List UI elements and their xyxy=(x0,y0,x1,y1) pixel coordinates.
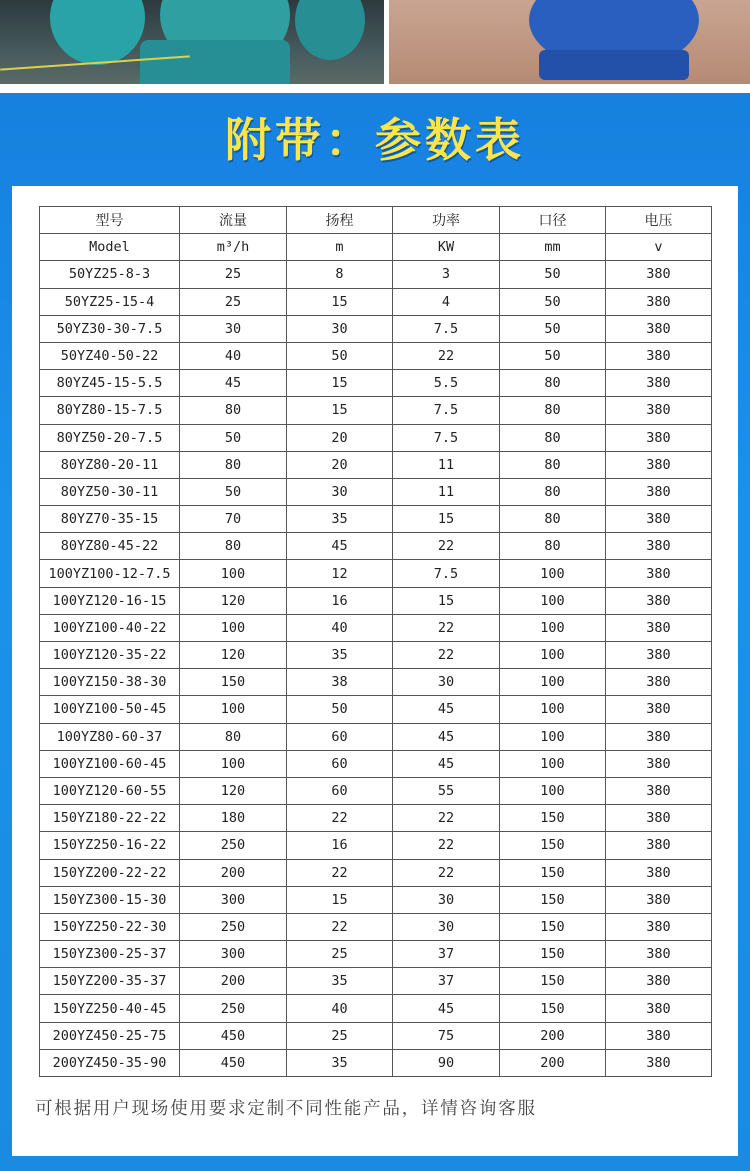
cell-voltage: 380 xyxy=(606,886,712,913)
cell-voltage: 380 xyxy=(606,560,712,587)
cell-caliber: 100 xyxy=(500,723,606,750)
table-row xyxy=(40,859,712,886)
cell-power: 22 xyxy=(393,859,500,886)
cell-voltage: 380 xyxy=(606,941,712,968)
cell-caliber: 150 xyxy=(500,913,606,940)
cell-model: 80YZ80-20-11 xyxy=(40,451,180,478)
cell-head: 60 xyxy=(287,723,393,750)
cell-model: 100YZ100-40-22 xyxy=(40,614,180,641)
cell-model: 100YZ80-60-37 xyxy=(40,723,180,750)
cell-head: 12 xyxy=(287,560,393,587)
cell-power: 45 xyxy=(393,723,500,750)
cell-voltage: 380 xyxy=(606,995,712,1022)
table-row xyxy=(40,587,712,614)
cell-voltage: 380 xyxy=(606,533,712,560)
cell-voltage: 380 xyxy=(606,669,712,696)
cell-power: 45 xyxy=(393,995,500,1022)
cell-flow: 100 xyxy=(180,614,287,641)
cell-model: 150YZ200-35-37 xyxy=(40,968,180,995)
product-photo-strip xyxy=(0,0,750,85)
cell-flow: 100 xyxy=(180,560,287,587)
cell-model: 80YZ70-35-15 xyxy=(40,506,180,533)
cell-head: 30 xyxy=(287,315,393,342)
cell-head: 45 xyxy=(287,533,393,560)
cell-power: 90 xyxy=(393,1049,500,1076)
cell-model: 150YZ300-25-37 xyxy=(40,941,180,968)
cell-head: 38 xyxy=(287,669,393,696)
cell-power: 30 xyxy=(393,669,500,696)
cell-voltage: 380 xyxy=(606,506,712,533)
cell-voltage: 380 xyxy=(606,342,712,369)
pump-photo-right xyxy=(389,0,750,84)
cell-head: 15 xyxy=(287,886,393,913)
table-row xyxy=(40,886,712,913)
cell-voltage: 电压 xyxy=(606,207,712,234)
cell-flow: 50 xyxy=(180,424,287,451)
table-row xyxy=(40,261,712,288)
cell-flow: 450 xyxy=(180,1022,287,1049)
cell-caliber: 150 xyxy=(500,886,606,913)
cell-caliber: 50 xyxy=(500,288,606,315)
table-row xyxy=(40,288,712,315)
table-row xyxy=(40,642,712,669)
cell-voltage: 380 xyxy=(606,723,712,750)
cell-model: 50YZ40-50-22 xyxy=(40,342,180,369)
cell-voltage: 380 xyxy=(606,315,712,342)
cell-caliber: 100 xyxy=(500,642,606,669)
cell-caliber: 50 xyxy=(500,261,606,288)
cell-flow: 100 xyxy=(180,750,287,777)
cell-caliber: 80 xyxy=(500,397,606,424)
cell-head: 20 xyxy=(287,424,393,451)
table-row xyxy=(40,370,712,397)
cell-flow: 25 xyxy=(180,261,287,288)
cell-caliber: 100 xyxy=(500,587,606,614)
cell-voltage: 380 xyxy=(606,397,712,424)
cell-model: 200YZ450-25-75 xyxy=(40,1022,180,1049)
cell-flow: 300 xyxy=(180,886,287,913)
cell-caliber: 100 xyxy=(500,750,606,777)
cell-power: 22 xyxy=(393,642,500,669)
cell-head: 15 xyxy=(287,370,393,397)
cell-head: 15 xyxy=(287,288,393,315)
cell-caliber: 口径 xyxy=(500,207,606,234)
cell-caliber: 100 xyxy=(500,614,606,641)
cell-caliber: 80 xyxy=(500,370,606,397)
cell-power: 3 xyxy=(393,261,500,288)
pump-shape xyxy=(50,0,145,65)
cell-flow: 流量 xyxy=(180,207,287,234)
cell-caliber: 50 xyxy=(500,315,606,342)
cell-flow: m³/h xyxy=(180,234,287,261)
cell-power: 30 xyxy=(393,886,500,913)
cell-voltage: 380 xyxy=(606,696,712,723)
table-row xyxy=(40,777,712,804)
parameter-table xyxy=(39,206,712,1077)
cell-head: 35 xyxy=(287,1049,393,1076)
cell-flow: 450 xyxy=(180,1049,287,1076)
cell-model: 80YZ80-45-22 xyxy=(40,533,180,560)
cell-model: 150YZ180-22-22 xyxy=(40,805,180,832)
pump-shape xyxy=(295,0,365,60)
cell-voltage: v xyxy=(606,234,712,261)
pump-photo-left xyxy=(0,0,384,84)
cell-flow: 120 xyxy=(180,642,287,669)
table-row xyxy=(40,1022,712,1049)
table-row xyxy=(40,941,712,968)
cell-head: 25 xyxy=(287,941,393,968)
cell-power: 22 xyxy=(393,832,500,859)
cell-head: m xyxy=(287,234,393,261)
cell-power: 5.5 xyxy=(393,370,500,397)
cell-model: 100YZ150-38-30 xyxy=(40,669,180,696)
cell-head: 15 xyxy=(287,397,393,424)
cell-voltage: 380 xyxy=(606,1022,712,1049)
cell-flow: 25 xyxy=(180,288,287,315)
cell-model: 100YZ120-60-55 xyxy=(40,777,180,804)
cell-flow: 180 xyxy=(180,805,287,832)
pump-flange-base xyxy=(539,50,689,80)
cell-power: 7.5 xyxy=(393,397,500,424)
cell-voltage: 380 xyxy=(606,451,712,478)
table-row xyxy=(40,424,712,451)
cell-caliber: 50 xyxy=(500,342,606,369)
cell-head: 35 xyxy=(287,642,393,669)
cell-head: 16 xyxy=(287,832,393,859)
cell-head: 40 xyxy=(287,995,393,1022)
cell-head: 22 xyxy=(287,859,393,886)
cell-head: 16 xyxy=(287,587,393,614)
cell-flow: 120 xyxy=(180,777,287,804)
cell-flow: 250 xyxy=(180,913,287,940)
cell-power: 30 xyxy=(393,913,500,940)
cell-voltage: 380 xyxy=(606,288,712,315)
cell-model: 100YZ120-16-15 xyxy=(40,587,180,614)
cell-model: 100YZ100-60-45 xyxy=(40,750,180,777)
cell-power: 45 xyxy=(393,750,500,777)
customization-note: 可根据用户现场使用要求定制不同性能产品，详情咨询客服 xyxy=(35,1099,537,1119)
cell-model: 150YZ250-22-30 xyxy=(40,913,180,940)
cell-caliber: 200 xyxy=(500,1049,606,1076)
cell-model: 型号 xyxy=(40,207,180,234)
cell-power: 15 xyxy=(393,587,500,614)
cell-voltage: 380 xyxy=(606,832,712,859)
cell-power: 22 xyxy=(393,805,500,832)
cell-power: 22 xyxy=(393,342,500,369)
cell-voltage: 380 xyxy=(606,587,712,614)
table-row xyxy=(40,805,712,832)
cell-caliber: 150 xyxy=(500,968,606,995)
cell-power: 功率 xyxy=(393,207,500,234)
cell-caliber: 150 xyxy=(500,995,606,1022)
section-title: 附带：参数表 xyxy=(225,113,525,167)
cell-caliber: 100 xyxy=(500,669,606,696)
cell-power: 22 xyxy=(393,614,500,641)
cell-head: 50 xyxy=(287,696,393,723)
divider-band xyxy=(0,85,750,93)
cell-voltage: 380 xyxy=(606,968,712,995)
cell-model: 80YZ50-20-7.5 xyxy=(40,424,180,451)
cell-model: 100YZ100-12-7.5 xyxy=(40,560,180,587)
cell-flow: 80 xyxy=(180,723,287,750)
cell-caliber: 80 xyxy=(500,478,606,505)
cell-caliber: 150 xyxy=(500,941,606,968)
cell-voltage: 380 xyxy=(606,642,712,669)
cell-voltage: 380 xyxy=(606,750,712,777)
table-row xyxy=(40,451,712,478)
cell-power: 4 xyxy=(393,288,500,315)
cell-model: 80YZ45-15-5.5 xyxy=(40,370,180,397)
cell-model: 50YZ30-30-7.5 xyxy=(40,315,180,342)
cell-caliber: 80 xyxy=(500,451,606,478)
cell-model: 50YZ25-15-4 xyxy=(40,288,180,315)
pump-base xyxy=(140,40,290,84)
cell-head: 20 xyxy=(287,451,393,478)
cell-caliber: 150 xyxy=(500,859,606,886)
cell-head: 35 xyxy=(287,506,393,533)
table-row xyxy=(40,397,712,424)
cell-flow: 250 xyxy=(180,832,287,859)
table-row xyxy=(40,506,712,533)
cell-caliber: 200 xyxy=(500,1022,606,1049)
cell-head: 60 xyxy=(287,750,393,777)
cell-head: 50 xyxy=(287,342,393,369)
cell-head: 25 xyxy=(287,1022,393,1049)
cell-caliber: mm xyxy=(500,234,606,261)
cell-flow: 100 xyxy=(180,696,287,723)
cell-caliber: 80 xyxy=(500,506,606,533)
cell-flow: 50 xyxy=(180,478,287,505)
table-row xyxy=(40,560,712,587)
table-row xyxy=(40,832,712,859)
cell-caliber: 80 xyxy=(500,533,606,560)
cell-voltage: 380 xyxy=(606,1049,712,1076)
table-row xyxy=(40,723,712,750)
cell-head: 扬程 xyxy=(287,207,393,234)
cell-head: 8 xyxy=(287,261,393,288)
cell-caliber: 100 xyxy=(500,777,606,804)
cell-power: 7.5 xyxy=(393,315,500,342)
cell-flow: 45 xyxy=(180,370,287,397)
cell-voltage: 380 xyxy=(606,777,712,804)
cell-flow: 250 xyxy=(180,995,287,1022)
cell-voltage: 380 xyxy=(606,370,712,397)
cell-model: Model xyxy=(40,234,180,261)
table-row xyxy=(40,1049,712,1076)
table-row xyxy=(40,533,712,560)
cell-model: 150YZ250-16-22 xyxy=(40,832,180,859)
cell-flow: 200 xyxy=(180,968,287,995)
cell-model: 80YZ50-30-11 xyxy=(40,478,180,505)
cell-flow: 30 xyxy=(180,315,287,342)
cell-flow: 40 xyxy=(180,342,287,369)
cell-flow: 120 xyxy=(180,587,287,614)
table-row xyxy=(40,342,712,369)
cell-flow: 150 xyxy=(180,669,287,696)
cell-flow: 200 xyxy=(180,859,287,886)
cell-caliber: 100 xyxy=(500,696,606,723)
cell-model: 150YZ300-15-30 xyxy=(40,886,180,913)
table-row xyxy=(40,614,712,641)
cell-caliber: 80 xyxy=(500,424,606,451)
cell-head: 60 xyxy=(287,777,393,804)
cell-flow: 80 xyxy=(180,533,287,560)
table-row xyxy=(40,478,712,505)
table-row xyxy=(40,669,712,696)
cell-head: 22 xyxy=(287,805,393,832)
table-row xyxy=(40,750,712,777)
cell-power: 55 xyxy=(393,777,500,804)
cell-caliber: 150 xyxy=(500,832,606,859)
cell-power: 15 xyxy=(393,506,500,533)
cell-power: 11 xyxy=(393,478,500,505)
table-row xyxy=(40,315,712,342)
cell-voltage: 380 xyxy=(606,478,712,505)
cell-power: 37 xyxy=(393,968,500,995)
cell-flow: 70 xyxy=(180,506,287,533)
cell-model: 80YZ80-15-7.5 xyxy=(40,397,180,424)
cell-model: 100YZ120-35-22 xyxy=(40,642,180,669)
cell-head: 35 xyxy=(287,968,393,995)
cell-voltage: 380 xyxy=(606,614,712,641)
cell-model: 100YZ100-50-45 xyxy=(40,696,180,723)
cell-head: 40 xyxy=(287,614,393,641)
cell-power: 75 xyxy=(393,1022,500,1049)
cell-power: 22 xyxy=(393,533,500,560)
cell-voltage: 380 xyxy=(606,261,712,288)
cell-model: 200YZ450-35-90 xyxy=(40,1049,180,1076)
cell-voltage: 380 xyxy=(606,424,712,451)
table-row xyxy=(40,995,712,1022)
table-row xyxy=(40,913,712,940)
cell-model: 50YZ25-8-3 xyxy=(40,261,180,288)
cell-power: 11 xyxy=(393,451,500,478)
cell-flow: 80 xyxy=(180,397,287,424)
cell-power: 7.5 xyxy=(393,560,500,587)
header-row-cn xyxy=(40,207,712,234)
table-row xyxy=(40,968,712,995)
table-row xyxy=(40,696,712,723)
cell-flow: 80 xyxy=(180,451,287,478)
cell-model: 150YZ250-40-45 xyxy=(40,995,180,1022)
cell-voltage: 380 xyxy=(606,913,712,940)
cell-head: 30 xyxy=(287,478,393,505)
cell-head: 22 xyxy=(287,913,393,940)
cell-power: 7.5 xyxy=(393,424,500,451)
cell-voltage: 380 xyxy=(606,859,712,886)
header-row-units xyxy=(40,234,712,261)
cell-model: 150YZ200-22-22 xyxy=(40,859,180,886)
cell-caliber: 150 xyxy=(500,805,606,832)
cell-power: 45 xyxy=(393,696,500,723)
cell-power: KW xyxy=(393,234,500,261)
cell-power: 37 xyxy=(393,941,500,968)
cell-flow: 300 xyxy=(180,941,287,968)
cell-caliber: 100 xyxy=(500,560,606,587)
cell-voltage: 380 xyxy=(606,805,712,832)
